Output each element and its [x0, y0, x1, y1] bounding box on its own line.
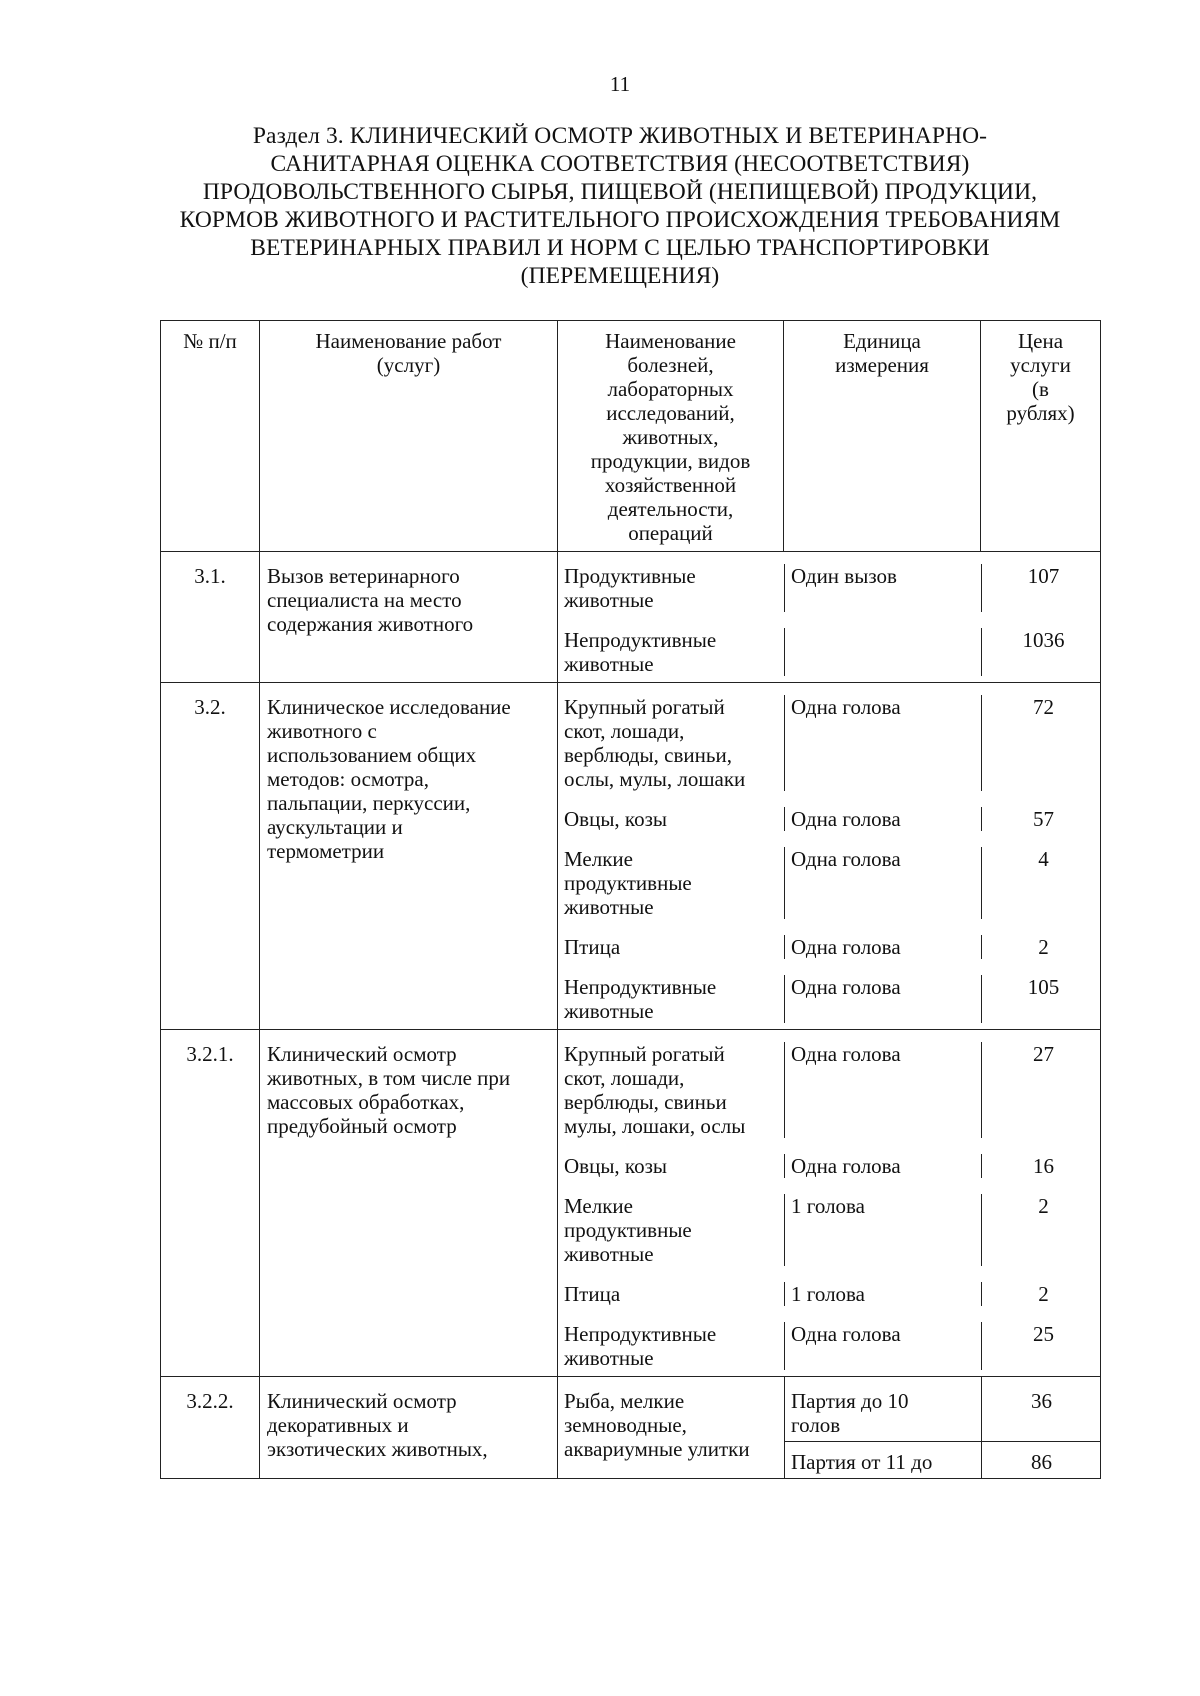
unit-price-group [784, 1377, 1101, 1478]
header-subject-line: лабораторных [607, 377, 734, 401]
work-name-line: декоративных и [267, 1413, 409, 1437]
item-subject-line: ослы, мулы, лошаки [564, 767, 746, 791]
item-subject-line: верблюды, свиньи, [564, 743, 732, 767]
item-unit [784, 695, 981, 791]
work-name-line: специалиста на место [267, 588, 462, 612]
service-item [558, 919, 1100, 959]
item-subject-line: земноводные, [564, 1413, 687, 1437]
header-price-line: услуги [1010, 353, 1071, 377]
item-subject-line: Рыба, мелкие [564, 1389, 685, 1413]
item-subject [558, 1322, 784, 1370]
work-name-line: использованием общих [267, 743, 477, 767]
item-unit [784, 1154, 981, 1178]
item-price: 72 [981, 695, 1101, 791]
item-unit [784, 807, 981, 831]
item-subject [558, 847, 784, 919]
item-subject [558, 975, 784, 1023]
item-unit-line: Одна голова [791, 847, 901, 871]
work-name-line: пальпации, перкуссии, [267, 791, 471, 815]
service-item [558, 1138, 1100, 1178]
header-subject-line: болезней, [627, 353, 714, 377]
work-name-line: предубойный осмотр [267, 1114, 457, 1138]
section-title-line: КОРМОВ ЖИВОТНОГО И РАСТИТЕЛЬНОГО ПРОИСХОЖДЕНИЯ ТРЕБОВАНИЯМ [179, 207, 1061, 233]
header-subject-line: исследований, [606, 401, 735, 425]
service-item [558, 1377, 1100, 1478]
item-subject-line: животные [564, 1242, 654, 1266]
header-subject-line: хозяйственной [604, 473, 737, 497]
item-subject-line: животные [564, 1346, 654, 1370]
header-subject-line: Наименование [605, 329, 736, 353]
service-item [558, 1030, 1100, 1138]
item-subject [558, 935, 784, 959]
item-unit [784, 935, 981, 959]
item-subject [558, 807, 784, 831]
item-unit [785, 1377, 981, 1441]
header-price-line: рублях) [1006, 401, 1075, 425]
item-subject-line: Непродуктивные [564, 975, 717, 999]
work-name-line: аускультации и [267, 815, 403, 839]
item-price: 2 [981, 1282, 1101, 1306]
item-unit [784, 1042, 981, 1138]
item-subject-line: животные [564, 895, 654, 919]
service-items [558, 1030, 1101, 1377]
section-title-line: ВЕТЕРИНАРНЫХ ПРАВИЛ И НОРМ С ЦЕЛЬЮ ТРАНСПОРТИРОВКИ [250, 235, 990, 261]
work-name-line: Клиническое исследование [267, 695, 511, 719]
table-header-row [161, 321, 1101, 552]
item-subject-line: Крупный рогатый [564, 695, 725, 719]
item-unit-line: Партия от 11 до [791, 1450, 933, 1474]
item-price: 36 [981, 1377, 1101, 1441]
table-row [161, 552, 1101, 683]
item-unit [784, 564, 981, 612]
item-unit [784, 975, 981, 1023]
item-price: 25 [981, 1322, 1101, 1370]
work-name-line: экзотических животных, [267, 1437, 488, 1461]
service-item [558, 612, 1100, 682]
item-unit-line: Одна голова [791, 935, 901, 959]
item-unit [785, 1442, 981, 1478]
header-unit-line: измерения [835, 353, 929, 377]
item-price: 86 [981, 1442, 1101, 1478]
work-name-line: животного с [267, 719, 377, 743]
service-items [558, 683, 1101, 1030]
work-name [260, 1030, 558, 1377]
row-number: 3.2. [161, 683, 260, 1030]
work-name-line: Вызов ветеринарного [267, 564, 460, 588]
item-unit [784, 1194, 981, 1266]
header-price-line: Цена [1017, 329, 1064, 353]
item-subject-line: скот, лошади, [564, 719, 685, 743]
item-subject [558, 695, 784, 791]
item-subject-line: продуктивные [564, 1218, 692, 1242]
item-unit-line: Одна голова [791, 807, 901, 831]
item-subject [558, 1282, 784, 1306]
item-subject-line: Овцы, козы [564, 1154, 667, 1178]
service-item [558, 552, 1100, 612]
work-name-line: животных, в том числе при [267, 1066, 511, 1090]
item-price: 105 [981, 975, 1101, 1023]
header-subject-line: продукции, видов [590, 449, 751, 473]
item-unit-line: Партия до 10 [791, 1389, 909, 1413]
header-price [981, 321, 1101, 552]
header-subject-line: деятельности, [607, 497, 734, 521]
service-item [558, 1178, 1100, 1266]
item-unit-line: Один вызов [791, 564, 897, 588]
item-subject-line: Продуктивные [564, 564, 696, 588]
item-subject-line: Птица [564, 935, 621, 959]
item-unit-line: голов [791, 1413, 841, 1437]
item-subject-line: Овцы, козы [564, 807, 667, 831]
header-unit [784, 321, 981, 552]
header-subject-line: операций [628, 521, 713, 545]
work-name [260, 1377, 558, 1479]
item-subject [558, 564, 784, 612]
item-subject-line: животные [564, 652, 654, 676]
service-items [558, 1377, 1101, 1479]
item-subject [558, 1194, 784, 1266]
item-subject-line: Непродуктивные [564, 1322, 717, 1346]
page-number: 11 [609, 72, 631, 96]
item-unit [784, 628, 981, 676]
header-subject-line: животных, [622, 425, 719, 449]
item-price: 57 [981, 807, 1101, 831]
service-item [558, 1306, 1100, 1376]
item-unit-line: 1 голова [791, 1194, 866, 1218]
service-item [558, 1266, 1100, 1306]
item-subject-line: мулы, лошаки, ослы [564, 1114, 746, 1138]
item-price: 4 [981, 847, 1101, 919]
work-name-line: массовых обработках, [267, 1090, 465, 1114]
section-title [150, 122, 1090, 290]
item-subject-line: верблюды, свиньи [564, 1090, 727, 1114]
header-work-line: Наименование работ [315, 329, 502, 353]
work-name [260, 552, 558, 683]
unit-price-item [785, 1441, 1101, 1478]
item-subject [558, 1377, 784, 1478]
item-unit-line: Одна голова [791, 1322, 901, 1346]
item-price: 27 [981, 1042, 1101, 1138]
table-row [161, 683, 1101, 1030]
item-price: 16 [981, 1154, 1101, 1178]
item-price: 107 [981, 564, 1101, 612]
work-name-line: содержания животного [267, 612, 474, 636]
section-title-line: Раздел 3. КЛИНИЧЕСКИЙ ОСМОТР ЖИВОТНЫХ И ВЕТЕРИНАРНО- [252, 123, 988, 149]
item-subject-line: скот, лошади, [564, 1066, 685, 1090]
service-item [558, 791, 1100, 831]
item-unit-line: Одна голова [791, 975, 901, 999]
work-name-line: Клинический осмотр [267, 1042, 457, 1066]
unit-price-item [785, 1377, 1101, 1441]
work-name [260, 683, 558, 1030]
service-item [558, 959, 1100, 1029]
item-subject-line: продуктивные [564, 871, 692, 895]
header-unit-line: Единица [843, 329, 921, 353]
item-subject-line: Крупный рогатый [564, 1042, 725, 1066]
item-price: 2 [981, 1194, 1101, 1266]
header-work [260, 321, 558, 552]
header-num: № п/п [161, 321, 260, 552]
work-name-line: термометрии [267, 839, 385, 863]
table-row [161, 1377, 1101, 1479]
header-work-line: (услуг) [376, 353, 441, 377]
row-number: 3.2.1. [161, 1030, 260, 1377]
item-subject-line: животные [564, 588, 654, 612]
header-subject [558, 321, 784, 552]
item-subject-line: аквариумные улитки [564, 1437, 750, 1461]
item-unit [784, 1282, 981, 1306]
item-subject-line: Мелкие [564, 1194, 633, 1218]
item-price: 2 [981, 935, 1101, 959]
item-subject-line: животные [564, 999, 654, 1023]
item-subject [558, 628, 784, 676]
service-item [558, 831, 1100, 919]
item-unit [784, 847, 981, 919]
item-unit [784, 1322, 981, 1370]
item-subject [558, 1042, 784, 1138]
item-unit-line: Одна голова [791, 1042, 901, 1066]
service-item [558, 683, 1100, 791]
item-subject [558, 1154, 784, 1178]
work-name-line: методов: осмотра, [267, 767, 429, 791]
item-subject-line: Птица [564, 1282, 621, 1306]
header-price-line: (в [1032, 377, 1049, 401]
section-title-line: ПРОДОВОЛЬСТВЕННОГО СЫРЬЯ, ПИЩЕВОЙ (НЕПИЩЕВОЙ) ПРОДУКЦИИ, [202, 179, 1038, 205]
section-title-line: САНИТАРНАЯ ОЦЕНКА СООТВЕТСТВИЯ (НЕСООТВЕТСТВИЯ) [270, 151, 970, 177]
table-row [161, 1030, 1101, 1377]
price-table [160, 320, 1101, 1479]
item-unit-line: 1 голова [791, 1282, 866, 1306]
item-price: 1036 [981, 628, 1101, 676]
item-subject-line: Мелкие [564, 847, 633, 871]
service-items [558, 552, 1101, 683]
item-unit-line: Одна голова [791, 1154, 901, 1178]
work-name-line: Клинический осмотр [267, 1389, 457, 1413]
item-unit-line: Одна голова [791, 695, 901, 719]
row-number: 3.1. [161, 552, 260, 683]
item-subject-line: Непродуктивные [564, 628, 717, 652]
section-title-line: (ПЕРЕМЕЩЕНИЯ) [520, 263, 720, 289]
row-number: 3.2.2. [161, 1377, 260, 1479]
